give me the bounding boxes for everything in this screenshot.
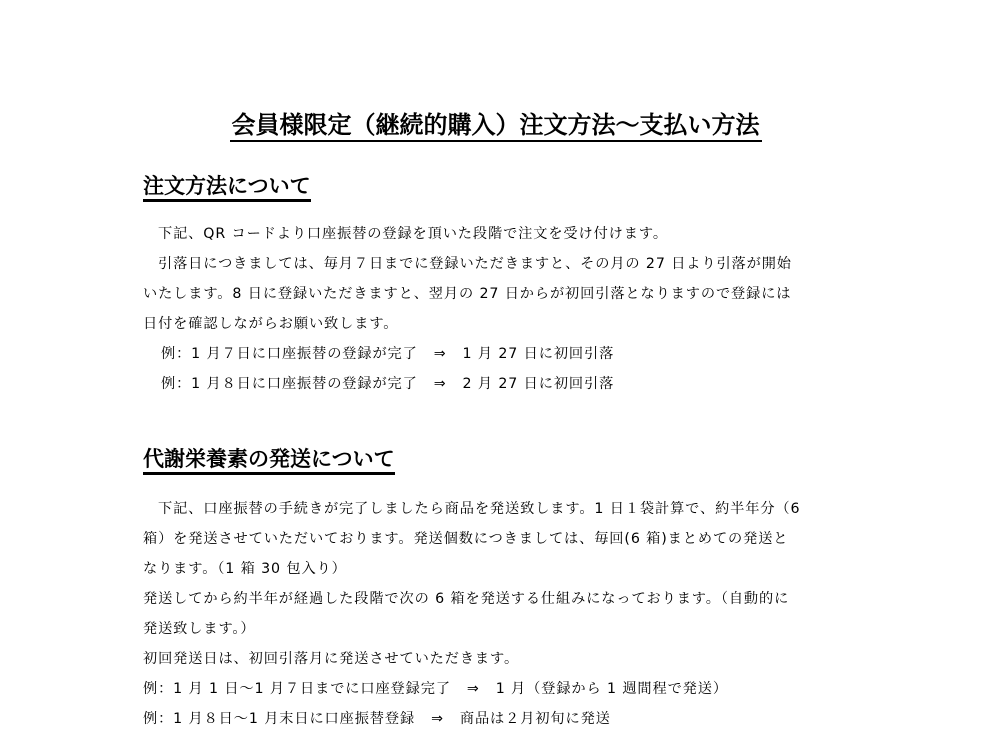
paragraph-line: 初回発送日は、初回引落月に発送させていただきます。	[143, 651, 520, 667]
paragraph-line: 下記、QR コードより口座振替の登録を頂いた段階で注文を受け付けます。	[158, 226, 668, 242]
paragraph-line: なります。（1 箱 30 包入り）	[143, 561, 347, 577]
paragraph-line: 引落日につきましては、毎月７日までに登録いただきますと、その月の 27 日より引落が開始	[158, 256, 792, 272]
document-title-text: 会員様限定（継続的購入）注文方法～支払い方法	[230, 111, 762, 142]
arrow-glyph: ⇒	[431, 711, 444, 727]
section-heading-shipping	[143, 444, 395, 474]
example-result: 1 月 27 日に初回引落	[462, 346, 615, 362]
example-line	[143, 704, 858, 734]
paragraph-line: 箱）を発送させていただいております。発送個数につきましては、毎回(6 箱)まとめての発送と	[143, 531, 789, 547]
example-condition: 例：1 月８日に口座振替の登録が完了	[161, 376, 418, 392]
example-line	[143, 369, 858, 399]
example-condition: 例：1 月８日～1 月末日に口座振替登録	[143, 711, 416, 727]
example-condition: 例：1 月７日に口座振替の登録が完了	[161, 346, 418, 362]
example-result: 1 月（登録から 1 週間程で発送）	[495, 681, 728, 697]
section-body-order-method	[143, 219, 858, 399]
example-condition: 例：1 月 1 日～1 月７日までに口座登録完了	[143, 681, 451, 697]
arrow-glyph: ⇒	[433, 376, 447, 392]
paragraph-line: 下記、口座振替の手続きが完了しましたら商品を発送致します。1 日１袋計算で、約半年分（6	[158, 501, 801, 517]
section-body-shipping	[143, 494, 858, 734]
document-title	[0, 108, 991, 142]
example-result: 2 月 27 日に初回引落	[462, 376, 615, 392]
paragraph-line: いたします。8 日に登録いただきますと、翌月の 27 日からが初回引落となりますので登録には	[143, 286, 792, 302]
section-heading-text: 代謝栄養素の発送について	[143, 447, 395, 475]
paragraph-line: 日付を確認しながらお願い致します。	[143, 316, 399, 332]
paragraph-line: 発送してから約半年が経過した段階で次の 6 箱を発送する仕組みになっております。（自動的に	[143, 591, 790, 607]
section-heading-order-method	[143, 171, 311, 201]
example-line	[143, 674, 858, 704]
paragraph-line: 発送致します。）	[143, 621, 256, 637]
example-line	[143, 339, 858, 369]
arrow-glyph: ⇒	[466, 681, 480, 697]
section-heading-text: 注文方法について	[143, 174, 311, 202]
example-result: 商品は２月初旬に発送	[459, 711, 611, 727]
arrow-glyph: ⇒	[433, 346, 447, 362]
